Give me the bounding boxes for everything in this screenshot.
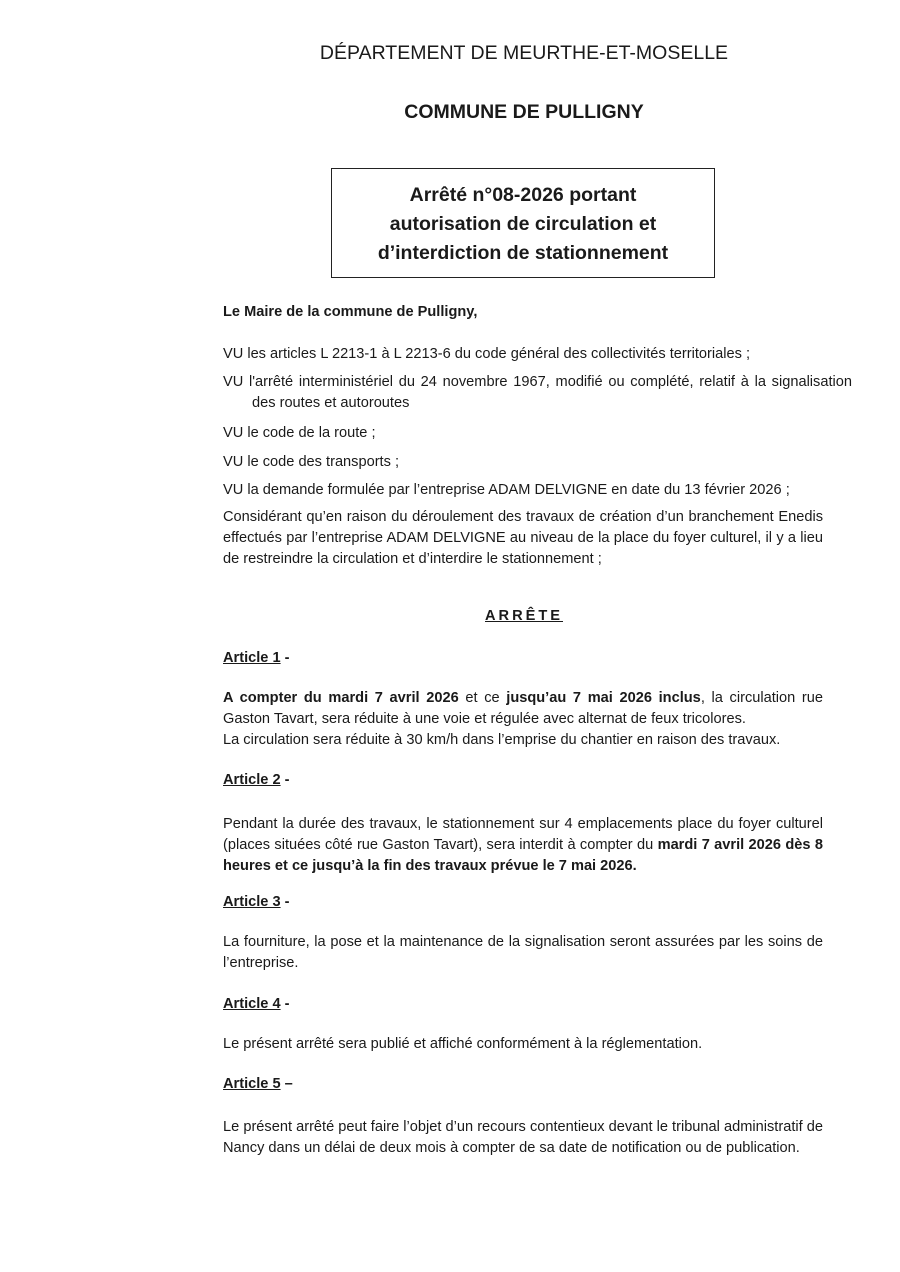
title-line-1: Arrêté n°08-2026 portant bbox=[409, 184, 637, 206]
visa-2: VU l'arrêté interministériel du 24 novembre 1967, modifié ou complété, relatif à la signalisation des routes et autoroutes bbox=[223, 374, 852, 411]
title-line-3: d’interdiction de stationnement bbox=[377, 242, 669, 264]
article-4-text: Le présent arrêté sera publié et affiché conformément à la réglementation. bbox=[223, 1036, 703, 1052]
article-4-heading: Article 4 - bbox=[223, 996, 290, 1012]
article-5-heading: Article 5 – bbox=[223, 1076, 293, 1092]
title-line-2: autorisation de circulation et bbox=[389, 213, 657, 235]
article-2-text: Pendant la durée des travaux, le stationnement sur 4 emplacements place du foyer culturel (places situées côté rue Gaston Tavart), sera interdit à compter du mardi 7 avril 2026 dès 8 heures et ce jusqu’à la fin des travaux prévue le 7 mai 2026. bbox=[223, 816, 823, 874]
visa-4: VU le code des transports ; bbox=[223, 454, 400, 470]
visa-1: VU les articles L 2213-1 à L 2213-6 du code général des collectivités territoriales ; bbox=[223, 346, 751, 362]
article-1-heading: Article 1 - bbox=[223, 650, 290, 666]
article-3-text: La fourniture, la pose et la maintenance de la signalisation seront assurées par les soins de l’entreprise. bbox=[223, 934, 823, 971]
visa-5: VU la demande formulée par l’entreprise ADAM DELVIGNE en date du 13 février 2026 ; bbox=[223, 482, 790, 498]
intro-mayor: Le Maire de la commune de Pulligny, bbox=[223, 304, 478, 320]
article-3-heading: Article 3 - bbox=[223, 894, 290, 910]
arrete-heading: ARRÊTE bbox=[485, 608, 563, 624]
considerant: Considérant qu’en raison du déroulement des travaux de création d’un branchement Enedis effectués par l’entreprise ADAM DELVIGNE au niveau de la place du foyer culturel, il y a lieu de restreindre la circulation et d’interdire le stationnement ; bbox=[223, 509, 823, 567]
visa-3: VU le code de la route ; bbox=[223, 425, 376, 441]
article-1-speed: La circulation sera réduite à 30 km/h dans l’emprise du chantier en raison des travaux. bbox=[223, 732, 781, 748]
title-box bbox=[331, 168, 715, 278]
article-5-text: Le présent arrêté peut faire l’objet d’un recours contentieux devant le tribunal administratif de Nancy dans un délai de deux mois à compter de sa date de notification ou de publication. bbox=[223, 1119, 823, 1156]
commune-heading: COMMUNE DE PULLIGNY bbox=[404, 101, 644, 123]
article-1-text: A compter du mardi 7 avril 2026 et ce jusqu’au 7 mai 2026 inclus, la circulation rue Gaston Tavart, sera réduite à une voie et régulée avec alternat de feux tricolores. bbox=[223, 690, 823, 727]
department-heading: DÉPARTEMENT DE MEURTHE-ET-MOSELLE bbox=[319, 42, 729, 64]
article-2-heading: Article 2 - bbox=[223, 772, 290, 788]
